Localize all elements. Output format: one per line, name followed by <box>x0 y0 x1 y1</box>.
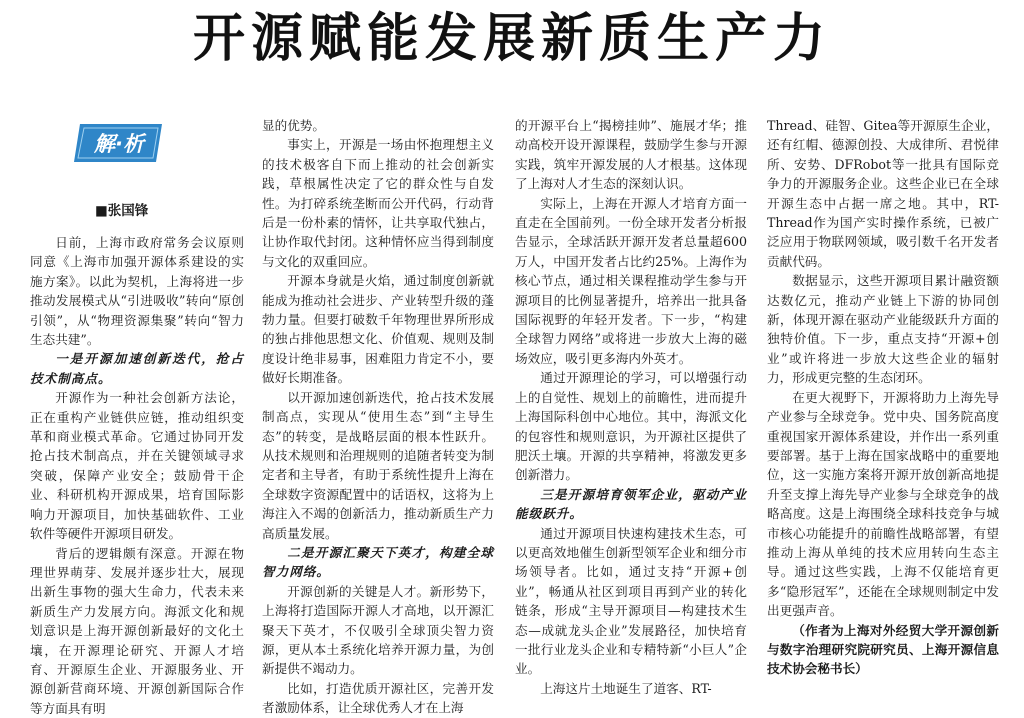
paragraph: 数据显示，这些开源项目累计融资额达数亿元，推动产业链上下游的协同创新，体现开源在驱动产业能级跃升方面的独特价值。下一步，重点支持“开源+创业”或许将进一步放大这些企业的辐射力，形成更完整的生态闭环。 <box>767 271 999 387</box>
paragraph: 开源作为一种社会创新方法论，正在重构产业链供应链，推动组织变革和商业模式革命。它通过协同开发抢占技术制高点，并在关键领域寻求突破，保障产业安全；鼓励骨干企业、科研机构开源成果，培育国际影响力开源项目，加快基础软件、工业软件等硬件开源项目研发。 <box>30 388 244 543</box>
paragraph: 开源创新的关键是人才。新形势下，上海将打造国际开源人才高地，以开源汇聚天下英才，不仅吸引全球顶尖智力资源，更从本土系统化培养开源力量，为创新提供不竭动力。 <box>262 582 494 679</box>
article-column-1 <box>30 233 244 718</box>
author-byline: （作者为上海对外经贸大学开源创新与数字治理研究院研究员、上海开源信息技术协会秘书长） <box>767 621 999 679</box>
column-badge <box>72 120 166 166</box>
paragraph: 的开源平台上“揭榜挂帅”、施展才华；推动高校开设开源课程，鼓励学生参与开源实践，筑牢开源发展的人才根基。这体现了上海对人才生态的深刻认识。 <box>515 116 747 194</box>
column-badge-graphic <box>72 120 166 166</box>
section-subheading: 三是开源培育领军企业，驱动产业能级跃升。 <box>515 485 747 524</box>
paragraph: 上海这片土地诞生了道客、RT- <box>515 679 747 698</box>
article-headline: 开源赋能发展新质生产力 <box>0 6 1024 72</box>
article-column-4 <box>767 116 999 679</box>
author-name: ■张国锋 <box>95 199 148 219</box>
article-column-2 <box>262 116 494 718</box>
paragraph: 通过开源项目快速构建技术生态，可以更高效地催生创新型领军企业和细分市场领导者。比如，通过支持“开源+创业”，畅通从社区到项目再到产业的转化链条，形成“主导开源项目—构建技术生态—成就龙头企业”发展路径，加快培育一批行业龙头企业和专精特新“小巨人”企业。 <box>515 524 747 679</box>
section-subheading: 一是开源加速创新迭代，抢占技术制高点。 <box>30 349 244 388</box>
column-badge-text: 解·析 <box>93 132 147 156</box>
paragraph: 显的优势。 <box>262 116 494 135</box>
paragraph: 比如，打造优质开源社区，完善开发者激励体系，让全球优秀人才在上海 <box>262 679 494 718</box>
section-subheading: 二是开源汇聚天下英才，构建全球智力网络。 <box>262 543 494 582</box>
paragraph: 背后的逻辑颇有深意。开源在物理世界萌芽、发展并逐步壮大，展现出新生事物的强大生命力，代表未来新质生产力发展方向。海派文化和规划意识是上海开源创新最好的文化土壤，在开源理论研究、开源人才培育、开源原生企业、开源服务业、开源创新营商环境、开源创新国际合作等方面具有明 <box>30 544 244 718</box>
paragraph: 实际上，上海在开源人才培育方面一直走在全国前列。一份全球开发者分析报告显示，全球活跃开源开发者总量超600万人，中国开发者占比约25%。上海作为核心节点，通过相关课程推动学生参与开源项目的比例显著提升，培养出一批具备国际视野的年轻开发者。下一步，“构建全球智力网络”或将进一步放大上海的磁场效应，吸引更多海内外英才。 <box>515 194 747 369</box>
paragraph: 日前，上海市政府常务会议原则同意《上海市加强开源体系建设的实施方案》。以此为契机，上海将进一步推动发展模式从“引进吸收”转向“原创引领”，从“物理资源集聚”转向“智力生态共建”。 <box>30 233 244 349</box>
paragraph: 开源本身就是火焰，通过制度创新就能成为推动社会进步、产业转型升级的蓬勃力量。但要打破数千年物理世界所形成的独占排他思想文化、价值观、规则及制度设计绝非易事，困难阻力肯定不小，要做好长期准备。 <box>262 271 494 387</box>
paragraph: 通过开源理论的学习，可以增强行动上的自觉性、规划上的前瞻性，进而提升上海国际科创中心地位。其中，海派文化的包容性和规则意识，为开源社区提供了肥沃土壤。开源的共享精神，将激发更多创新潜力。 <box>515 368 747 484</box>
paragraph: Thread、硅智、Gitea等开源原生企业，还有红帽、德源创投、大成律所、君悦律所、安势、DFRobot等一批具有国际竞争力的开源服务企业。这些企业已在全球开源生态中占据一席之地。其中，RT-Thread作为国产实时操作系统，已被广泛应用于物联网领域，吸引数千名开发者贡献代码。 <box>767 116 999 271</box>
paragraph: 在更大视野下，开源将助力上海先导产业参与全球竞争。党中央、国务院高度重视国家开源体系建设，并作出一系列重要部署。基于上海在国家战略中的重要地位，这一实施方案将开源开放创新高地提升至支撑上海先导产业参与全球竞争的战略高度。这是上海围绕全球科技竞争与城市核心功能提升的前瞻性战略部署，有望推动上海从单纯的技术应用转向生态主导。通过这些实践，上海不仅能培育更多“隐形冠军”，还能在全球规则制定中发出更强声音。 <box>767 388 999 621</box>
paragraph: 事实上，开源是一场由怀抱理想主义的技术极客自下而上推动的社会创新实践，草根属性决定了它的群众性与自发性。为打碎系统垄断而公开代码，行动背后是一份朴素的情怀，让共享取代独占，让协作取代封闭。这种情怀应当得到制度与文化的双重回应。 <box>262 135 494 271</box>
paragraph: 以开源加速创新迭代，抢占技术发展制高点，实现从“使用生态”到“主导生态”的转变，是战略层面的根本性跃升。从技术规则和治理规则的追随者转变为制定者和主导者，有助于系统性提升上海在全球数字资源配置中的话语权，这将为上海注入不竭的创新活力，推动新质生产力高质量发展。 <box>262 388 494 543</box>
article-column-3 <box>515 116 747 698</box>
